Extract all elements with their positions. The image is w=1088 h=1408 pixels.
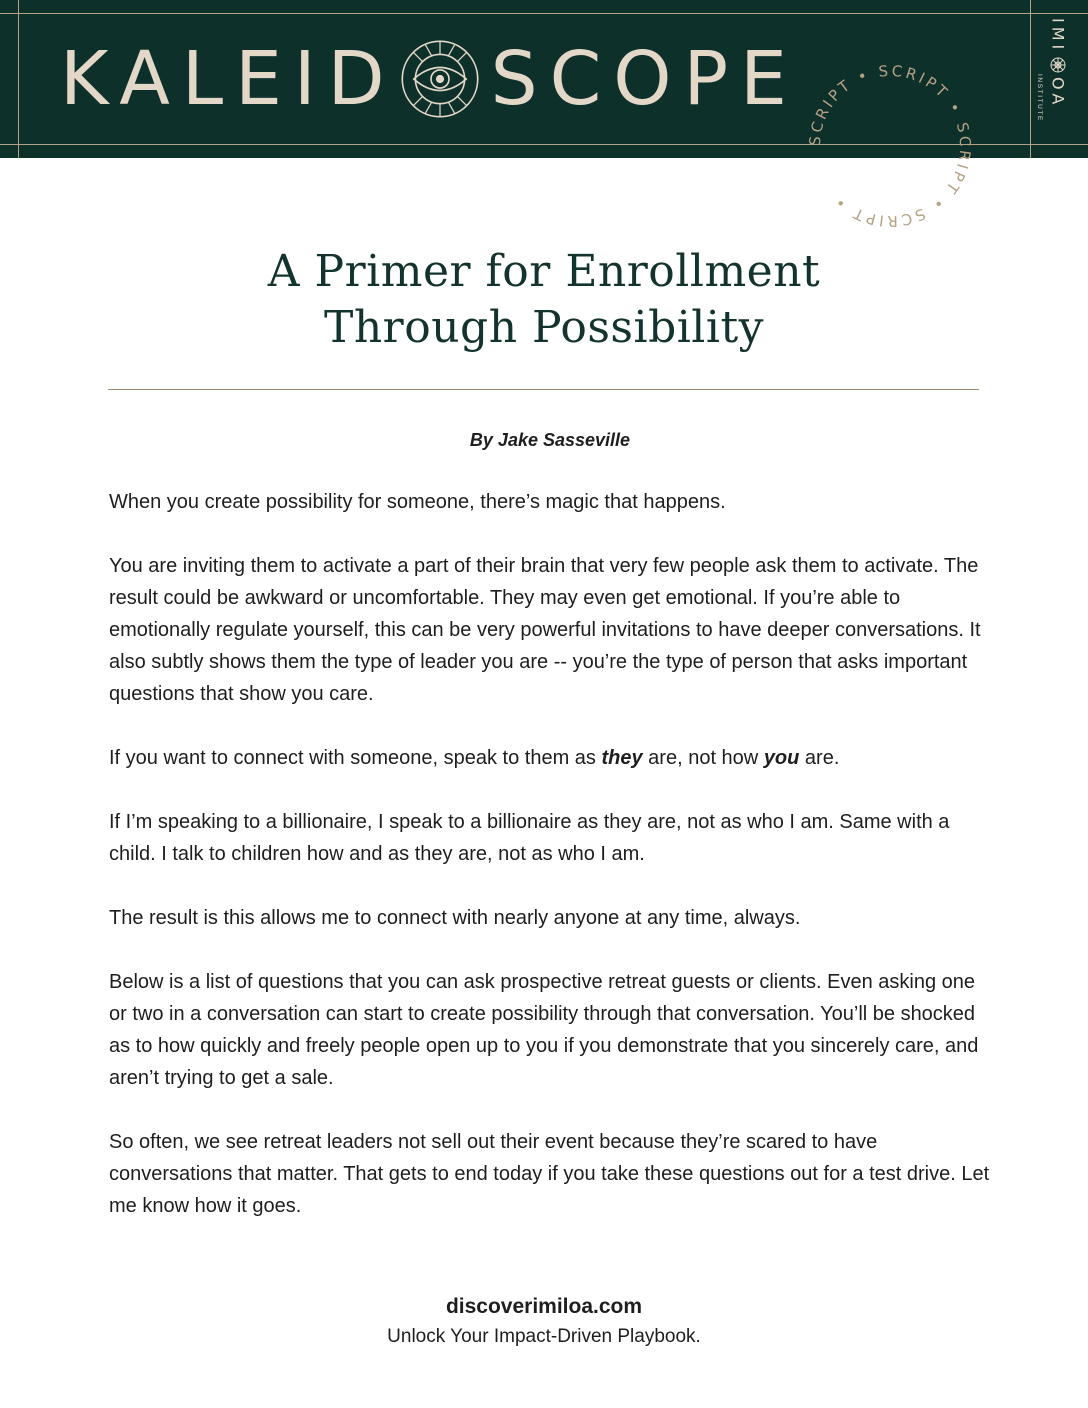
paragraph-emphasis: [109, 742, 994, 774]
paragraph-text: If you want to connect with someone, speak to them as: [109, 747, 602, 769]
paragraph-text: are.: [799, 747, 840, 769]
side-logo-institute: INSTITUTE: [1036, 74, 1043, 122]
imiloa-institute-logo: [1036, 18, 1080, 142]
article-body: [109, 486, 994, 1254]
paragraph: The result is this allows me to connect with nearly anyone at any time, always.: [109, 907, 801, 929]
title-line-1: A Primer for Enrollment: [267, 246, 821, 297]
title-divider: [108, 389, 979, 390]
svg-text:SCRIPT • SCRIPT • SCRIPT • SCR: [806, 62, 974, 230]
banner-frame-line: [0, 13, 1088, 14]
website-link[interactable]: discoverimiloa.com: [445, 1295, 643, 1318]
paragraph-text: are, not how: [642, 747, 764, 769]
document-title: [0, 244, 1088, 356]
brand-text-left: KALEID: [60, 36, 397, 122]
paragraph: If I’m speaking to a billionaire, I speak to a billionaire as they are, not as who I am. Same with a child. I talk to children how and as they are, not as who I am.: [109, 811, 950, 865]
flower-icon: [1050, 57, 1066, 73]
paragraph: When you create possibility for someone, there’s magic that happens.: [109, 491, 726, 513]
emphasis-you: you: [763, 747, 800, 769]
brand-text-right: SCOPE: [490, 36, 799, 122]
script-seal: [800, 56, 980, 236]
banner-frame-line: [1030, 0, 1031, 158]
emphasis-they: they: [601, 747, 643, 769]
author-byline: By Jake Sasseville: [469, 430, 631, 450]
paragraph: Below is a list of questions that you can ask prospective retreat guests or clients. Even asking one or two in a conversation can start to create possibility through that conversation. You’ll be shocked as to how quickly and freely people open up to you if you demonstrate that you sincerely care, and aren’t trying to get a sale.: [109, 971, 979, 1089]
footer-tagline: Unlock Your Impact-Driven Playbook.: [387, 1326, 701, 1347]
title-line-2: Through Possibility: [323, 302, 764, 353]
footer: [0, 1292, 1088, 1352]
eye-mandala-icon: [399, 38, 481, 120]
banner-frame-line: [18, 0, 19, 158]
seal-text: SCRIPT • SCRIPT • SCRIPT • SCRIPT •: [805, 61, 975, 231]
paragraph: So often, we see retreat leaders not sell out their event because they’re scared to have conversations that matter. That gets to end today if you take these questions out for a test drive. Let me know how it goes.: [109, 1131, 990, 1217]
side-logo-bottom: OA: [1048, 77, 1068, 109]
paragraph: You are inviting them to activate a part of their brain that very few people ask them to activate. The result could be awkward or uncomfortable. They may even get emotional. If you’re able to emotionally regulate yourself, this can be very powerful invitations to have deeper conversations. It also subtly shows them the type of leader you are -- you’re the type of person that asks important questions that show you care.: [109, 555, 981, 705]
brand-logo: [60, 38, 799, 120]
side-logo-top: IMI: [1048, 18, 1068, 54]
